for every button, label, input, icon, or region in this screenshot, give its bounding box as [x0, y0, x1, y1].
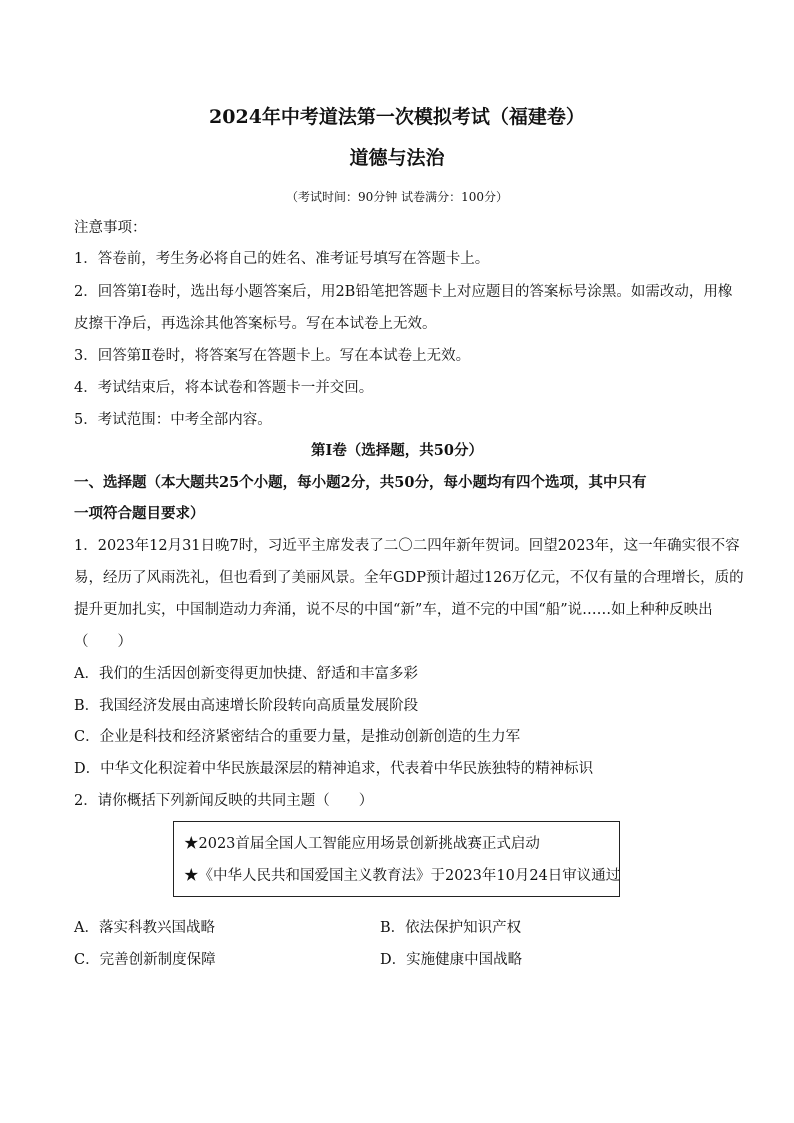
option-d: D．实施健康中国战略 [380, 952, 523, 968]
note-item: 4．考试结束后，将本试卷和答题卡一并交回。 [74, 380, 374, 396]
question-stem: 提升更加扎实，中国制造动力奔涌，说不尽的中国“新”车，道不完的中国“船”说……如上种种反映出 [74, 602, 713, 618]
option-a: A．我们的生活因创新变得更加快捷、舒适和丰富多彩 [74, 666, 418, 682]
exam-info: （考试时间：90分钟 试卷满分：100分） [286, 190, 508, 204]
news-item: ★《中华人民共和国爱国主义教育法》于2023年10月24日审议通过 [184, 868, 621, 884]
question-stem: 1．2023年12月31日晚7时，习近平主席发表了二〇二四年新年贺词。回望2023年，这一年确实很不容 [74, 538, 740, 554]
part1-heading: 第Ⅰ卷（选择题，共50分） [311, 442, 483, 459]
note-item: 1．答卷前，考生务必将自己的姓名、准考证号填写在答题卡上。 [74, 251, 490, 267]
option-b: B．我国经济发展由高速增长阶段转向高质量发展阶段 [74, 698, 419, 714]
section-title-cont: 一项符合题目要求） [74, 505, 205, 522]
option-d: D．中华文化积淀着中华民族最深层的精神追求，代表着中华民族独特的精神标识 [74, 761, 594, 777]
note-item: 皮擦干净后，再选涂其他答案标号。写在本试卷上无效。 [74, 316, 437, 332]
question-stem: 2．请你概括下列新闻反映的共同主题（ ） [74, 793, 374, 809]
question-stem: 易，经历了风雨洗礼，但也看到了美丽风景。全年GDP预计超过126万亿元，不仅有量的合理增长，质的 [74, 570, 744, 586]
news-item: ★2023首届全国人工智能应用场景创新挑战赛正式启动 [184, 836, 540, 852]
question-stem: （ ） [74, 634, 132, 650]
exam-title: 2024年中考道法第一次模拟考试（福建卷） [209, 106, 585, 128]
note-item: 2．回答第Ⅰ卷时，选出每小题答案后，用2B铅笔把答题卡上对应题目的答案标号涂黑。如需改动，用橡 [74, 284, 733, 300]
note-item: 3．回答第Ⅱ卷时，将答案写在答题卡上。写在本试卷上无效。 [74, 348, 471, 364]
notes-heading: 注意事项： [74, 220, 147, 236]
option-a: A．落实科教兴国战略 [74, 920, 215, 936]
option-c: C．完善创新制度保障 [74, 952, 216, 968]
note-item: 5．考试范围：中考全部内容。 [74, 412, 272, 428]
option-c: C．企业是科技和经济紧密结合的重要力量，是推动创新创造的生力军 [74, 729, 521, 745]
news-box [173, 821, 620, 897]
subject-title: 道德与法治 [349, 147, 445, 169]
section-title: 一、选择题（本大题共25个小题，每小题2分，共50分，每小题均有四个选项，其中只有 [74, 474, 647, 491]
option-b: B．依法保护知识产权 [380, 920, 522, 936]
